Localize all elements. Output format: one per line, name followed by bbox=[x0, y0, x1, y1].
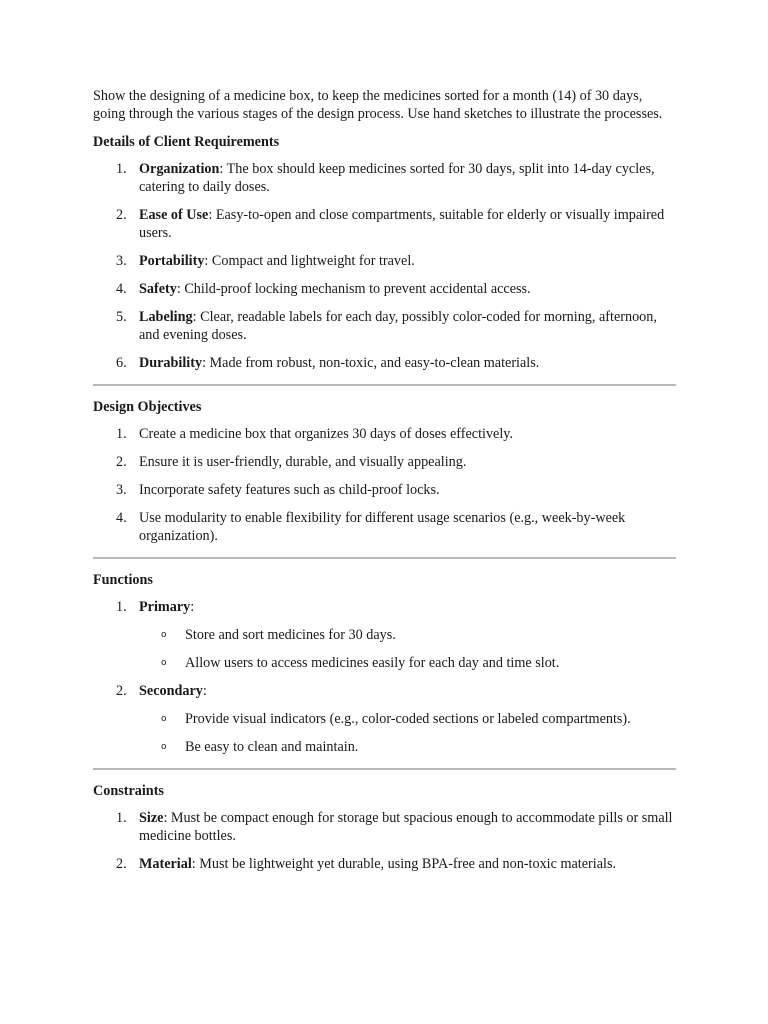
list-term: Ease of Use bbox=[139, 207, 209, 223]
list-number: 3. bbox=[116, 253, 127, 269]
list-item bbox=[93, 682, 676, 756]
functions-list bbox=[93, 598, 676, 756]
bullet-icon: o bbox=[161, 658, 167, 668]
list-number: 2. bbox=[116, 683, 127, 699]
list-item bbox=[93, 280, 676, 298]
list-text: : Easy-to-open and close compartments, suitable for elderly or visually impaired users. bbox=[139, 207, 665, 241]
list-text: : Must be lightweight yet durable, using BPA-free and non-toxic materials. bbox=[191, 856, 617, 872]
list-term: Material bbox=[139, 856, 192, 872]
requirements-list bbox=[93, 160, 676, 372]
list-item bbox=[93, 425, 676, 443]
list-item bbox=[93, 855, 676, 873]
section-divider bbox=[93, 384, 676, 386]
sub-list-text: Allow users to access medicines easily for each day and time slot. bbox=[185, 655, 560, 671]
list-number: 6. bbox=[116, 355, 127, 371]
list-number: 1. bbox=[116, 599, 127, 615]
bullet-icon: o bbox=[161, 742, 167, 752]
list-item bbox=[93, 160, 676, 196]
list-number: 5. bbox=[116, 309, 127, 325]
bullet-icon: o bbox=[161, 714, 167, 724]
sub-list bbox=[139, 626, 676, 672]
section-heading-functions: Functions bbox=[93, 572, 153, 588]
list-number: 2. bbox=[116, 207, 127, 223]
list-text: : Child-proof locking mechanism to prevent accidental access. bbox=[176, 281, 531, 297]
list-term: Size bbox=[139, 810, 164, 826]
list-item bbox=[93, 308, 676, 344]
section-divider bbox=[93, 557, 676, 559]
section-heading-requirements: Details of Client Requirements bbox=[93, 134, 280, 150]
list-text: : Compact and lightweight for travel. bbox=[204, 253, 415, 269]
list-text: Ensure it is user-friendly, durable, and visually appealing. bbox=[139, 454, 467, 470]
list-number: 4. bbox=[116, 281, 127, 297]
list-item bbox=[93, 354, 676, 372]
list-number: 1. bbox=[116, 161, 127, 177]
list-term: Safety bbox=[139, 281, 177, 297]
document-body bbox=[93, 87, 676, 883]
list-text: : Made from robust, non-toxic, and easy-to-clean materials. bbox=[202, 355, 540, 371]
objectives-list bbox=[93, 425, 676, 545]
list-text: Create a medicine box that organizes 30 days of doses effectively. bbox=[139, 426, 514, 442]
sub-list-item bbox=[139, 710, 676, 728]
sub-list-item bbox=[139, 738, 676, 756]
list-text: : Clear, readable labels for each day, possibly color-coded for morning, afternoon, and evening doses. bbox=[139, 309, 657, 343]
list-number: 1. bbox=[116, 810, 127, 826]
sub-list-text: Store and sort medicines for 30 days. bbox=[185, 627, 396, 643]
list-number: 1. bbox=[116, 426, 127, 442]
intro-paragraph: Show the designing of a medicine box, to keep the medicines sorted for a month (14) of 30 days, going through the various stages of the design process. Use hand sketches to illustrate the processes. bbox=[93, 88, 663, 122]
constraints-list bbox=[93, 809, 676, 873]
list-item bbox=[93, 598, 676, 672]
list-term: Secondary bbox=[139, 683, 203, 699]
sub-list-item bbox=[139, 654, 676, 672]
list-number: 3. bbox=[116, 482, 127, 498]
list-term: Organization bbox=[139, 161, 220, 177]
list-term: Labeling bbox=[139, 309, 193, 325]
list-term: Durability bbox=[139, 355, 203, 371]
sub-list-text: Provide visual indicators (e.g., color-coded sections or labeled compartments). bbox=[185, 711, 631, 727]
sub-list-text: Be easy to clean and maintain. bbox=[185, 739, 359, 755]
list-item bbox=[93, 481, 676, 499]
list-number: 2. bbox=[116, 454, 127, 470]
list-text: : bbox=[190, 599, 195, 615]
list-text: : The box should keep medicines sorted for 30 days, split into 14-day cycles, catering to daily doses. bbox=[139, 161, 655, 195]
list-item bbox=[93, 453, 676, 471]
section-divider bbox=[93, 768, 676, 770]
list-text: Incorporate safety features such as child-proof locks. bbox=[139, 482, 440, 498]
sub-list-item bbox=[139, 626, 676, 644]
sub-list bbox=[139, 710, 676, 756]
list-item bbox=[93, 206, 676, 242]
list-text: : bbox=[202, 683, 207, 699]
bullet-icon: o bbox=[161, 630, 167, 640]
list-item bbox=[93, 252, 676, 270]
list-number: 2. bbox=[116, 856, 127, 872]
list-term: Primary bbox=[139, 599, 191, 615]
list-text: Use modularity to enable flexibility for different usage scenarios (e.g., week-by-week organization). bbox=[139, 510, 626, 544]
section-heading-constraints: Constraints bbox=[93, 783, 164, 799]
list-item bbox=[93, 509, 676, 545]
list-text: : Must be compact enough for storage but spacious enough to accommodate pills or small medicine bottles. bbox=[139, 810, 673, 844]
section-heading-objectives: Design Objectives bbox=[93, 399, 202, 415]
list-number: 4. bbox=[116, 510, 127, 526]
list-term: Portability bbox=[139, 253, 205, 269]
list-item bbox=[93, 809, 676, 845]
